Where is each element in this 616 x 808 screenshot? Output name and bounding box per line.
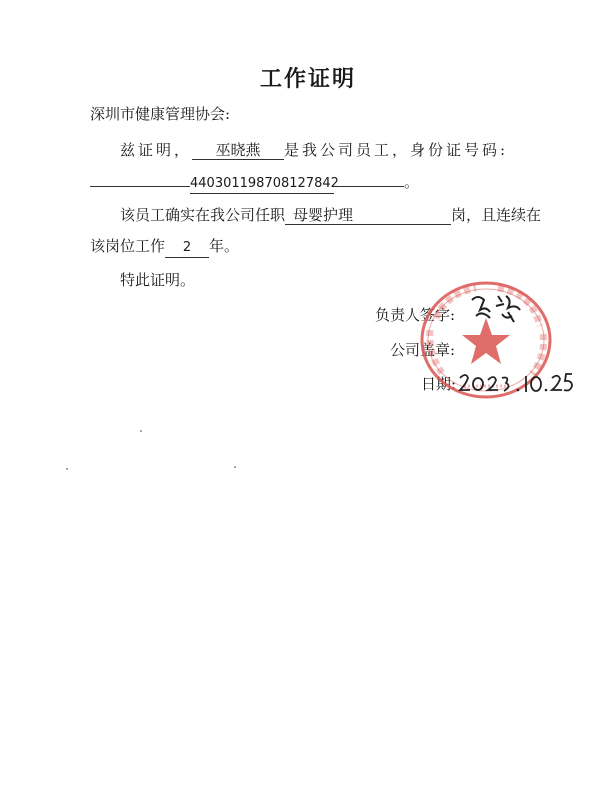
position-prefix: 该员工确实在我公司任职 bbox=[120, 206, 286, 224]
certify-prefix: 兹证明， bbox=[120, 141, 193, 159]
employee-name: 巫晓燕 bbox=[192, 141, 284, 160]
years-prefix: 该岗位工作 bbox=[90, 237, 166, 255]
years-suffix: 年。 bbox=[209, 237, 240, 255]
closing-text: 特此证明。 bbox=[120, 271, 196, 289]
document-title: 工作证明 bbox=[259, 66, 356, 92]
certify-middle: 是我公司员工，身份证号码: bbox=[284, 141, 509, 159]
certify-line-2 bbox=[90, 172, 419, 194]
addressee: 深圳市健康管理协会: bbox=[90, 105, 231, 123]
certify-line-4 bbox=[90, 236, 239, 258]
handwritten-signature bbox=[468, 290, 524, 326]
signature-label: 负责人签字: bbox=[375, 306, 456, 324]
certify-line-3 bbox=[120, 205, 541, 225]
id-end-mark: 。 bbox=[404, 173, 420, 191]
job-position: 母婴护理 bbox=[285, 206, 451, 225]
handwritten-date bbox=[456, 370, 576, 394]
certify-line-1 bbox=[120, 140, 508, 160]
id-blank-lead bbox=[90, 186, 190, 187]
id-number: 440301198708127842 bbox=[190, 175, 334, 194]
date-label: 日期: bbox=[421, 375, 457, 393]
seal-label: 公司盖章: bbox=[390, 341, 456, 359]
years-value: 2 bbox=[165, 239, 209, 258]
position-suffix: 岗，且连续在 bbox=[451, 206, 542, 224]
id-blank-trail bbox=[334, 186, 404, 187]
